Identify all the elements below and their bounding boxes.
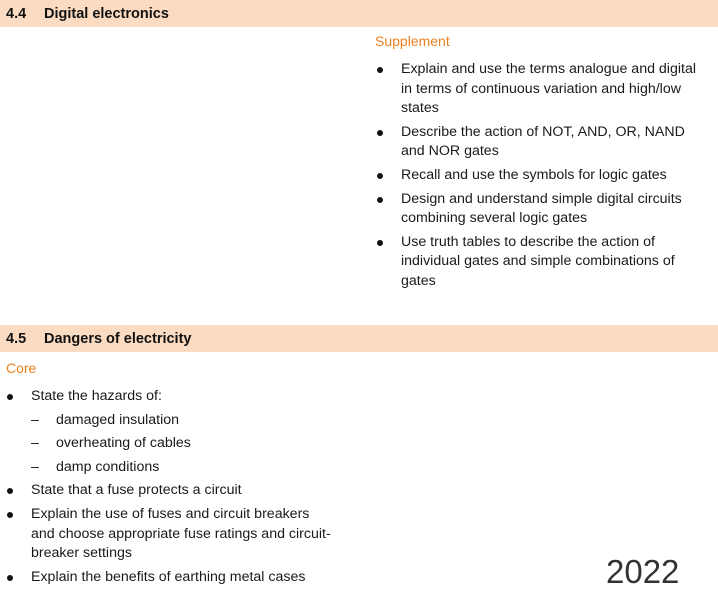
supplement-label: Supplement <box>375 33 450 49</box>
section-title: Dangers of electricity <box>44 330 192 347</box>
section-title: Digital electronics <box>44 5 169 22</box>
list-item: Use truth tables to describe the action of individual gates and simple combinations of gates <box>375 233 705 292</box>
hazards-item-text: State the hazards of: <box>31 388 162 404</box>
list-item: Explain and use the terms analogue and digital in terms of continuous variation and high/low states <box>375 60 705 119</box>
hazards-sublist <box>31 411 335 478</box>
core-label: Core <box>6 360 37 376</box>
core-list <box>5 387 335 591</box>
section-header-4-5 <box>0 325 718 352</box>
sub-list-item: – damp conditions <box>31 458 335 478</box>
list-item: Design and understand simple digital circuits combining several logic gates <box>375 190 705 229</box>
list-item: Explain the benefits of earthing metal cases <box>5 568 335 588</box>
list-item: State that a fuse protects a circuit <box>5 481 335 501</box>
section-number: 4.4 <box>6 5 27 22</box>
year-label: 2022 <box>606 553 680 590</box>
list-item: Describe the action of NOT, AND, OR, NAND and NOR gates <box>375 123 705 162</box>
sub-list-item: – overheating of cables <box>31 434 335 454</box>
list-item <box>5 387 335 477</box>
section-number: 4.5 <box>6 330 27 347</box>
supplement-list <box>375 60 705 296</box>
list-item: Recall and use the symbols for logic gates <box>375 166 705 186</box>
section-header-4-4 <box>0 0 718 27</box>
sub-list-item: – damaged insulation <box>31 411 335 431</box>
list-item: Explain the use of fuses and circuit breakers and choose appropriate fuse ratings and circuit-breaker settings <box>5 505 335 564</box>
